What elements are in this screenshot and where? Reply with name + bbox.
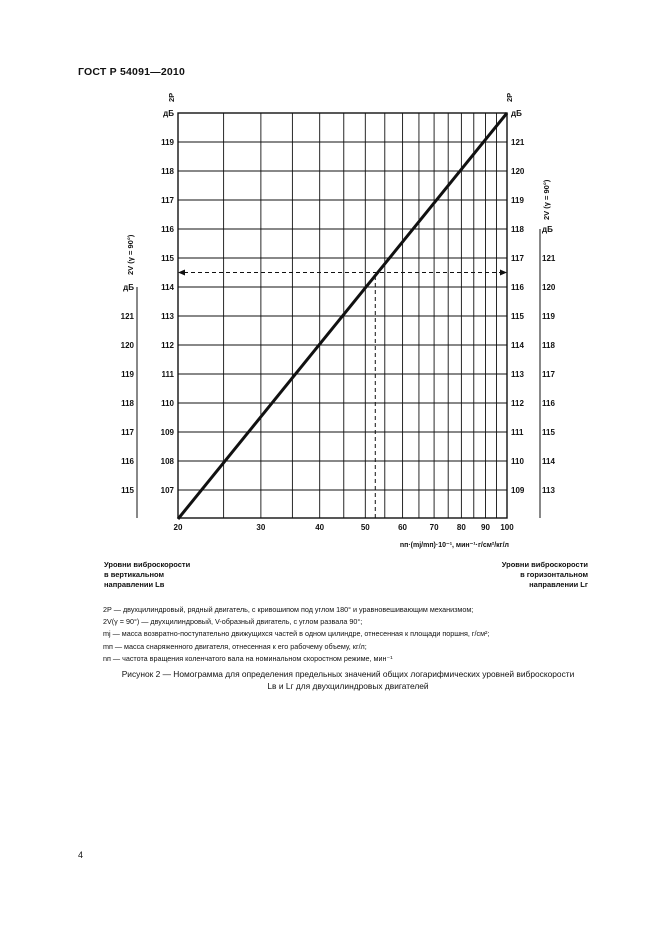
x-tick-label: 80: [456, 523, 466, 532]
left-2p-tick-label: 117: [161, 196, 174, 205]
right-2v-tick-label: 119: [542, 312, 555, 321]
left-caption-line: Уровни виброскорости: [104, 560, 191, 569]
left-axis-caption: [104, 560, 190, 590]
right-2p-tick-label: 111: [511, 428, 524, 437]
right-2p-tick-label: 117: [511, 254, 524, 263]
left-2p-tick-label: 110: [161, 399, 174, 408]
left-2v-tick-label: 119: [121, 370, 134, 379]
left-2p-tick-label: 115: [161, 254, 174, 263]
left-2p-tick-label: 111: [161, 370, 174, 379]
x-tick-label: 40: [315, 523, 325, 532]
right-2v-tick-label: 115: [542, 428, 555, 437]
caption-line-2: Lв и Lг для двухцилиндровых двигателей: [267, 681, 429, 691]
right-2v-tick-label: 118: [542, 341, 555, 350]
arrow-left-icon: [178, 270, 185, 276]
right-2v-tick-label: 114: [542, 457, 555, 466]
left-caption-line: направлении Lв: [104, 580, 165, 589]
left-2v-tick-label: 121: [120, 312, 134, 321]
left-2v-tick-label: 118: [121, 399, 134, 408]
left-2p-tick-label: 108: [160, 457, 174, 466]
left-2p-tick-label: 107: [160, 486, 174, 495]
legend-line: nп — частота вращения коленчатого вала на номинальном скоростном режиме, мин⁻¹: [103, 653, 393, 663]
left-2p-tick-label: 113: [161, 312, 174, 321]
right-2v-tick-label: 116: [542, 399, 555, 408]
right-2p-tick-label: 114: [511, 341, 524, 350]
left-2p-tick-label: 114: [161, 283, 174, 292]
legend-line: 2V(γ = 90°) — двухцилиндровый, V-образный двигатель, с углом развала 90°;: [103, 617, 363, 627]
right-2p-tick-label: 118: [511, 225, 524, 234]
x-tick-label: 70: [429, 523, 439, 532]
right-2v-tick-label: 113: [542, 486, 555, 495]
arrow-right-icon: [500, 270, 507, 276]
right-2p-tick-label: 119: [511, 196, 524, 205]
right-caption-line: направлении Lг: [529, 580, 588, 589]
left-2p-tick-label: 109: [160, 428, 174, 437]
x-tick-label: 20: [173, 523, 183, 532]
right-2v-tick-label: 121: [542, 254, 556, 263]
x-tick-label: 30: [256, 523, 266, 532]
x-tick-label: 50: [360, 523, 370, 532]
right-2v-tick-label: 117: [542, 370, 555, 379]
right-2p-tick-label: 110: [511, 457, 524, 466]
left-2p-unit: дБ: [163, 109, 174, 118]
left-2p-label: 2Р: [167, 92, 176, 102]
right-2p-label: 2Р: [505, 92, 514, 102]
document-header: ГОСТ Р 54091—2010: [78, 66, 186, 78]
figure-caption: [78, 668, 618, 692]
legend-line: mп — масса снаряженного двигателя, отнесенная к его рабочему объему, кг/л;: [103, 641, 367, 651]
left-2p-tick-label: 118: [161, 167, 174, 176]
right-axis-caption: [460, 560, 588, 590]
left-2p-tick-label: 119: [161, 138, 174, 147]
left-caption-line: в вертикальном: [104, 570, 165, 579]
x-tick-label: 90: [481, 523, 490, 532]
legend-line: 2Р — двухцилиндровый, рядный двигатель, с кривошипом под углом 180° и уравновешивающим механизмом;: [103, 605, 474, 614]
left-2v-tick-label: 120: [120, 341, 134, 350]
right-2p-tick-label: 120: [511, 167, 525, 176]
right-2p-tick-label: 116: [511, 283, 524, 292]
right-2p-tick-label: 109: [511, 486, 525, 495]
right-2v-tick-label: 120: [542, 283, 556, 292]
right-2p-tick-label: 112: [511, 399, 524, 408]
right-2p-tick-label: 115: [511, 312, 524, 321]
x-axis-label: nп·(mj/mп)·10⁻¹, мин⁻¹·г/см²/кг/л: [399, 542, 509, 549]
legend-line: mj — масса возвратно-поступательно движущихся частей в одном цилиндре, отнесенная к площади поршня, г/см²;: [103, 629, 490, 639]
left-2p-tick-label: 116: [161, 225, 174, 234]
right-2v-unit: дБ: [542, 225, 553, 234]
left-2v-tick-label: 117: [121, 428, 134, 437]
page-number: 4: [78, 850, 84, 860]
right-2p-tick-label: 113: [511, 370, 524, 379]
right-2p-unit: дБ: [511, 109, 522, 118]
legend: [103, 604, 603, 665]
right-2v-label: 2V (γ = 90°): [542, 179, 551, 220]
left-2v-tick-label: 116: [121, 457, 134, 466]
x-tick-label: 100: [500, 523, 514, 532]
caption-line-1: Рисунок 2 — Номограмма для определения предельных значений общих логарифмических уровней виброскорости: [121, 669, 575, 679]
left-2v-label: 2V (γ = 90°): [126, 234, 135, 275]
left-2v-tick-label: 115: [121, 486, 134, 495]
right-2p-tick-label: 121: [511, 138, 525, 147]
right-caption-line: Уровни виброскорости: [501, 560, 588, 569]
left-2v-unit: дБ: [123, 283, 134, 292]
left-2p-tick-label: 112: [161, 341, 174, 350]
x-tick-label: 60: [398, 523, 408, 532]
right-caption-line: в горизонтальном: [520, 570, 588, 579]
